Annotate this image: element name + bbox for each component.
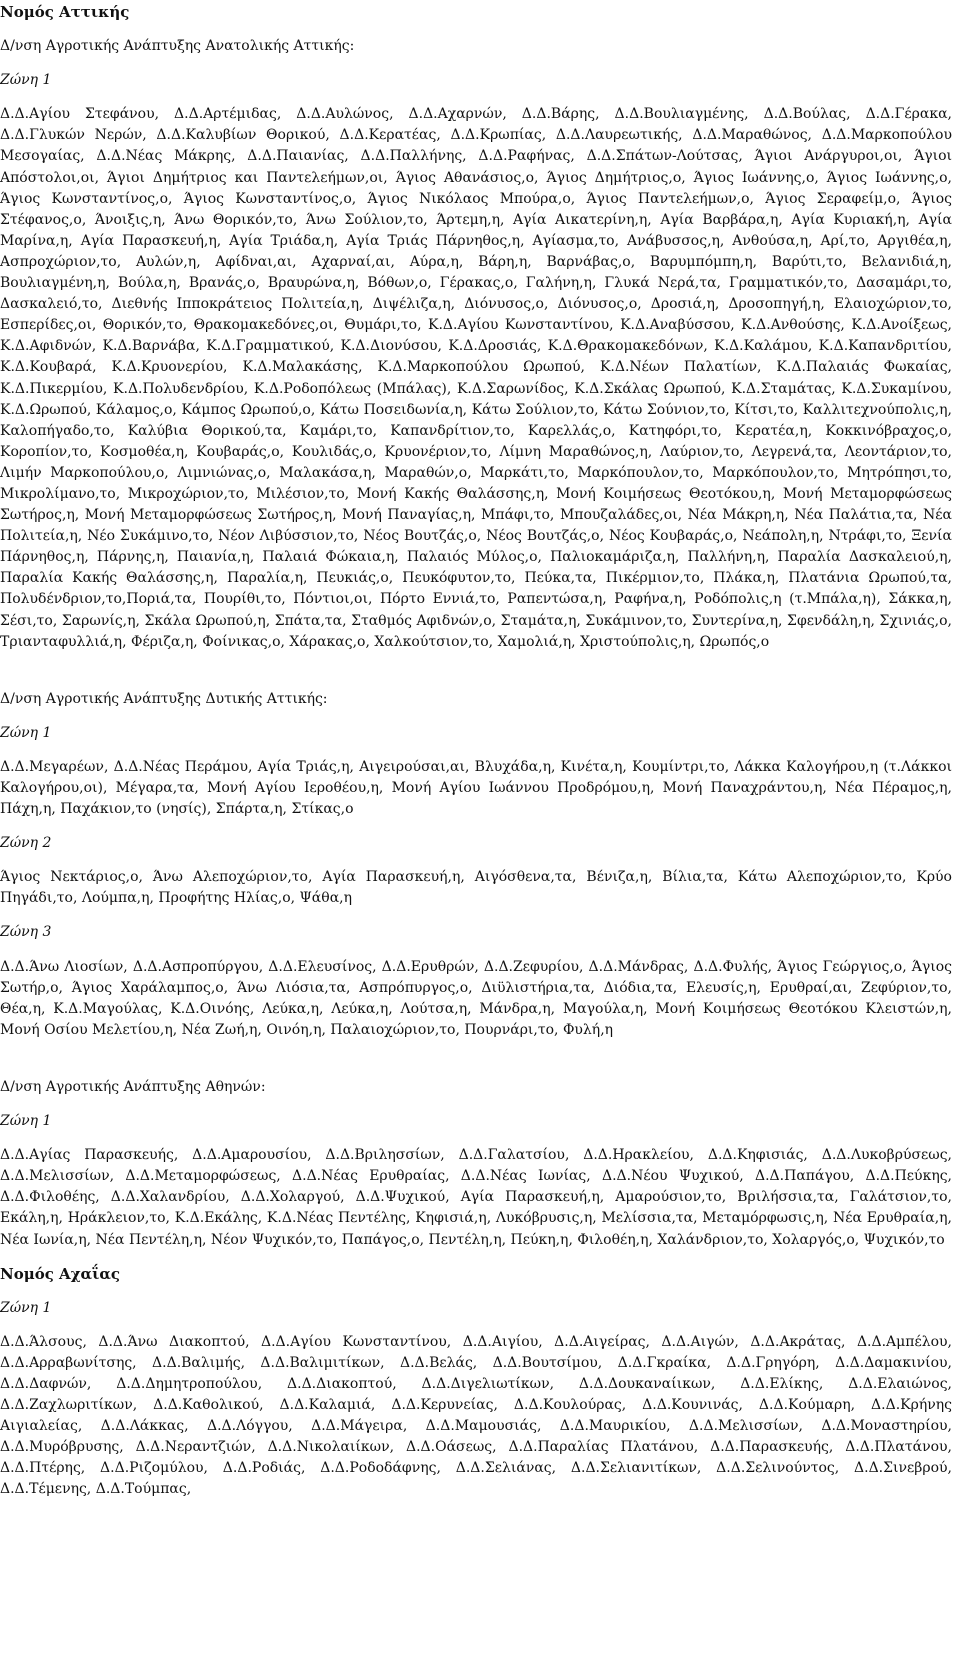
zone-label: Ζώνη 1 (0, 1113, 52, 1130)
directorate-heading-west-attica: Δ/νση Αγροτικής Ανάπτυξης Δυτικής Αττικής: (0, 690, 328, 707)
directorate-heading-east-attica: Δ/νση Αγροτικής Ανάπτυξης Ανατολικής Αττικής: (0, 38, 355, 55)
zone-label: Ζώνη 1 (0, 72, 52, 89)
zone-label: Ζώνη 2 (0, 835, 52, 852)
zone-paragraph-east-1: Δ.Δ.Αγίου Στεφάνου, Δ.Δ.Αρτέμιδας, Δ.Δ.Αυλώνος, Δ.Δ.Αχαρνών, Δ.Δ.Βάρης, Δ.Δ.Βουλιαγμένης, Δ.Δ.Βούλας, Δ.Δ.Γέρακα, Δ.Δ.Γλυκών Νερών, Δ.Δ.Καλυβίων Θορικού, Δ.Δ.Κερατέας, Δ.Δ.Κρωπίας, Δ.Δ.Λαυρεωτικής, Δ.Δ.Μαραθώνος, Δ.Δ.Μαρκοπούλου Μεσογαίας, Δ.Δ.Νέας Μάκρης, Δ.Δ.Παιανίας, Δ.Δ.Παλλήνης, Δ.Δ.Ραφήνας, Δ.Δ.Σπάτων-Λούτσας, Άγιοι Ανάργυροι,οι, Άγιοι Απόστολοι,οι, Άγιοι Δημήτριος και Παντελεήμων,οι, Άγιος Αθανάσιος,ο, Άγιος Δημήτριος,ο, Άγιος Ιωάννης,ο, Άγιος Ιωάννης,ο, Άγιος Κωνσταντίνος,ο, Άγιος Κωνσταντίνος,ο, Άγιος Νικόλαος Μπούρα,ο, Άγιος Παντελεήμων,ο, Άγιος Σεραφείμ,ο, Άγιος Στέφανος,ο, Άνοιξις,η, Άνω Θορικόν,το, Άνω Σούλιον,το, Άρτεμη,η, Αγία Αικατερίνη,η, Αγία Βαρβάρα,η, Αγία Κυριακή,η, Αγία Μαρίνα,η, Αγία Παρασκευή,η, Αγία Τριάδα,η, Αγία Τριάς Πάρνηθος,η, Αγίασμα,το, Ανάβυσσος,η, Ανθούσα,η, Αρί,το, Αργιθέα,η, Ασπροχώριον,το, Αυλών,η, Αφίδναι,αι, Αχαρναί,αι, Αύρα,η, Βάρη,η, Βαρνάβας,ο, Βαρυμπόμπη,η, Βαρύτι,το, Βελανιδιά,η, Βουλιαγμένη,η, Βούλα,η, Βρανάς,ο, Βραυρώνα,η, Βόθων,ο, Γέρακας,ο, Γαλήνη,η, Γλυκά Νερά,τα, Γραμματικόν,το, Δασαμάρι,το, Δασκαλειό,το, Διεθνής Ιπποκράτειος Πολιτεία,η, Διψέλιζα,η, Διόνυσος,ο, Διόνυσος,ο, Δροσιά,η, Δροσοπηγή,η, Ελαιοχώριον,το, Εσπερίδες,οι, Θορικόν,το, Θρακομακεδόνες,οι, Θυμάρι,το, Κ.Δ.Αγίου Κωνσταντίνου, Κ.Δ.Αναβύσσου, Κ.Δ.Ανθούσης, Κ.Δ.Ανοίξεως, Κ.Δ.Αφιδνών, Κ.Δ.Βαρνάβα, Κ.Δ.Γραμματικού, Κ.Δ.Διονύσου, Κ.Δ.Δροσιάς, Κ.Δ.Θρακομακεδόνων, Κ.Δ.Καλάμου, Κ.Δ.Καπανδριτίου, Κ.Δ.Κουβαρά, Κ.Δ.Κρυονερίου, Κ.Δ.Μαλακάσης, Κ.Δ.Μαρκοπούλου Ωρωπού, Κ.Δ.Νέων Παλατίων, Κ.Δ.Παλαιάς Φωκαίας, Κ.Δ.Πικερμίου, Κ.Δ.Πολυδενδρίου, Κ.Δ.Ροδοπόλεως (Μπάλας), Κ.Δ.Σαρωνίδος, Κ.Δ.Σκάλας Ωρωπού, Κ.Δ.Σταμάτας, Κ.Δ.Συκαμίνου, Κ.Δ.Ωρωπού, Κάλαμος,ο, Κάμπος Ωρωπού,ο, Κάτω Ποσειδωνία,η, Κάτω Σούλιον,το, Κάτω Σούνιον,το, Κίτσι,το, Καλλιτεχνούπολις,η, Καλοπήγαδο,το, Καλύβια Θορικού,τα, Καμάρι,το, Καπανδρίτιον,το, Καρελλάς,ο, Κατηφόρι,το, Κερατέα,η, Κοκκινόβραχος,ο, Κορoπίον,το, Κοσμοθέα,η, Κουβαράς,ο, Κουλιδάς,ο, Κρυονέριον,το, Λίμνη Μαραθώνος,η, Λαύριον,το, Λεγρενά,τα, Λεοντάριον,το, Λιμήν Μαρκοπούλου,ο, Λιμνιώνας,ο, Μαλακάσα,η, Μαραθών,ο, Μαρκάτι,το, Μαρκόπουλον,το, Μαρκόπουλον,το, Μητρόπησι,το, Μικρολίμανο,το, Μικροχώριον,το, Μιλέσιον,το, Μονή Κακής Θαλάσσης,η, Μονή Κοιμήσεως Θεοτόκου,η, Μονή Μεταμορφώσεως Σωτήρος,η, Μονή Μεταμορφώσεως Σωτήρος,η, Μονή Παναγίας,η, Μπάφι,το, Μπουζαλάδες,οι, Νέα Μάκρη,η, Νέα Παλάτια,τα, Νέα Πολιτεία,η, Νέο Συκάμινο,το, Νέον Λιβύσσιον,το, Νέος Βουτζάς,ο, Νέος Βουτζάς,ο, Νέος Κουβαράς,ο, Νεάπολη,η, Ντράφι,το, Ξενία Πάρνηθος,η, Πάρνης,η, Παιανία,η, Παλαιά Φώκαια,η, Παλαιός Μύλος,ο, Παλιοκαμάριζα,η, Παλλήνη,η, Παραλία Δασκαλειού,η, Παραλία Κακής Θαλάσσης,η, Παραλία,η, Πευκιάς,ο, Πευκόφυτον,το, Πεύκα,τα, Πικέρμιον,το, Πλάκα,η, Πλατάνια Ωρωπού,τα, Πολυδένδριον,το,Ποριά,τα, Πουρίθι,το, Πόντιοι,οι, Πόρτο Εννιά,το, Ραπεντώσα,η, Ραφήνα,η, Ροδόπολις,η (τ.Μπάλα,η), Σάκκα,η, Σέσι,το, Σαρωνίς,η, Σκάλα Ωρωπού,η, Σπάτα,τα, Σταθμός Αφιδνών,ο, Σταμάτα,η, Συκάμινον,το, Συντερίνα,η, Σφενδάλη,η, Σχινιάς,ο, Τριανταφυλλιά,η, Φέριζα,η, Φοίνικας,ο, Χάρακας,ο, Χαλκούτσιον,το, Χαμολιά,η, Χριστούπολις,η, Ωρωπός,ο (0, 106, 952, 650)
prefecture-heading-attiki: Νομός Αττικής (0, 3, 130, 21)
zone-paragraph-west-3: Δ.Δ.Άνω Λιοσίων, Δ.Δ.Ασπροπύργου, Δ.Δ.Ελευσίνος, Δ.Δ.Ερυθρών, Δ.Δ.Ζεφυρίου, Δ.Δ.Μάνδρας, Δ.Δ.Φυλής, Άγιος Γεώργιος,ο, Άγιος Σωτήρ,ο, Άγιος Χαράλαμπος,ο, Άνω Λιόσια,τα, Ασπρόπυργος,ο, Διϋλιστήρια,τα, Διόδια,τα, Ελευσίς,η, Ερυθραί,αι, Ζεφύριον,το, Θέα,η, Κ.Δ.Μαγούλας, Κ.Δ.Οινόης, Λεύκα,η, Λεύκα,η, Λούτσα,η, Μάνδρα,η, Μαγούλα,η, Μονή Κοιμήσεως Θεοτόκου Κλειστών,η, Μονή Οσίου Μελετίου,η, Νέα Ζωή,η, Οινόη,η, Παλαιοχώριον,το, Πουρνάρι,το, Φυλή,η (0, 958, 952, 1038)
prefecture-heading-achaia: Νομός Αχαΐας (0, 1264, 121, 1283)
zone-paragraph-achaia-1: Δ.Δ.Άλσους, Δ.Δ.Άνω Διακοπτού, Δ.Δ.Αγίου Κωνσταντίνου, Δ.Δ.Αιγίου, Δ.Δ.Αιγείρας, Δ.Δ.Αιγών, Δ.Δ.Ακράτας, Δ.Δ.Αμπέλου, Δ.Δ.Αρραβωνίτσης, Δ.Δ.Βαλιμής, Δ.Δ.Βαλιμιτίκων, Δ.Δ.Βελάς, Δ.Δ.Βουτσίμου, Δ.Δ.Γκραίκα, Δ.Δ.Γρηγόρη, Δ.Δ.Δαμακινίου, Δ.Δ.Δαφνών, Δ.Δ.Δημητροπούλου, Δ.Δ.Διακοπτού, Δ.Δ.Διγελιωτίκων, Δ.Δ.Δουκαναίικων, Δ.Δ.Ελίκης, Δ.Δ.Ελαιώνος, Δ.Δ.Ζαχλωριτίκων, Δ.Δ.Καθολικού, Δ.Δ.Καλαμιά, Δ.Δ.Κερυνείας, Δ.Δ.Κουλούρας, Δ.Δ.Κουνινάς, Δ.Δ.Κούμαρη, Δ.Δ.Κρήνης Αιγιαλείας, Δ.Δ.Λάκκας, Δ.Δ.Λόγγου, Δ.Δ.Μάγειρα, Δ.Δ.Μαμουσιάς, Δ.Δ.Μαυρικίου, Δ.Δ.Μελισσίων, Δ.Δ.Μοναστηρίου, Δ.Δ.Μυρόβρυσης, Δ.Δ.Νεραντζιών, Δ.Δ.Νικολαιίκων, Δ.Δ.Οάσεως, Δ.Δ.Παραλίας Πλατάνου, Δ.Δ.Παρασκευής, Δ.Δ.Πλατάνου, Δ.Δ.Πτέρης, Δ.Δ.Ριζομύλου, Δ.Δ.Ροδιάς, Δ.Δ.Ροδοδάφνης, Δ.Δ.Σελιάνας, Δ.Δ.Σελιανιτίκων, Δ.Δ.Σελινούντος, Δ.Δ.Σινεβρού, Δ.Δ.Τέμενης, Δ.Δ.Τούμπας, (0, 1333, 952, 1498)
zone-label: Ζώνη 1 (0, 1299, 52, 1316)
directorate-heading-athens: Δ/νση Αγροτικής Ανάπτυξης Αθηνών: (0, 1078, 266, 1095)
zone-paragraph-west-2: Άγιος Νεκτάριος,ο, Άνω Αλεποχώριον,το, Αγία Παρασκευή,η, Αιγόσθενα,τα, Βένιζα,η, Βίλια,τα, Κάτω Αλεποχώριον,το, Κρύο Πηγάδι,το, Λούμπα,η, Προφήτης Ηλίας,ο, Ψάθα,η (0, 869, 952, 907)
zone-paragraph-athens-1: Δ.Δ.Αγίας Παρασκευής, Δ.Δ.Αμαρουσίου, Δ.Δ.Βριλησσίων, Δ.Δ.Γαλατσίου, Δ.Δ.Ηρακλείου, Δ.Δ.Κηφισιάς, Δ.Δ.Λυκοβρύσεως, Δ.Δ.Μελισσίων, Δ.Δ.Μεταμορφώσεως, Δ.Δ.Νέας Ερυθραίας, Δ.Δ.Νέας Ιωνίας, Δ.Δ.Νέου Ψυχικού, Δ.Δ.Παπάγου, Δ.Δ.Πεύκης, Δ.Δ.Φιλοθέης, Δ.Δ.Χαλανδρίου, Δ.Δ.Χολαργού, Δ.Δ.Ψυχικού, Αγία Παρασκευή,η, Αμαρούσιον,το, Βριλήσσια,τα, Γαλάτσιον,το, Εκάλη,η, Ηράκλειον,το, Κ.Δ.Εκάλης, Κ.Δ.Νέας Πεντέλης, Κηφισιά,η, Λυκόβρυσις,η, Μελίσσια,τα, Μεταμόρφωσις,η, Νέα Ερυθραία,η, Νέα Ιωνία,η, Νέα Πεντέλη,η, Νέον Ψυχικόν,το, Παπάγος,ο, Πεντέλη,η, Πεύκη,η, Φιλοθέη,η, Χαλάνδριον,το, Χολαργός,ο, Ψυχικόν,το (0, 1147, 952, 1248)
zone-paragraph-west-1: Δ.Δ.Μεγαρέων, Δ.Δ.Νέας Περάμου, Αγία Τριάς,η, Αιγειρούσαι,αι, Βλυχάδα,η, Κινέτα,η, Κουμίντρι,το, Λάκκα Καλογήρου,η (τ.Λάκκοι Καλογήρου,οι), Μέγαρα,τα, Μονή Αγίου Ιεροθέου,η, Μονή Αγίου Ιωάννου Προδρόμου,η, Μονή Παναχράντου,η, Νέα Πέραμος,η, Πάχη,η, Παχάκιον,το (νησίς), Σπάρτα,η, Στίκας,ο (0, 758, 952, 818)
zone-label: Ζώνη 3 (0, 924, 52, 941)
zone-label: Ζώνη 1 (0, 724, 52, 741)
